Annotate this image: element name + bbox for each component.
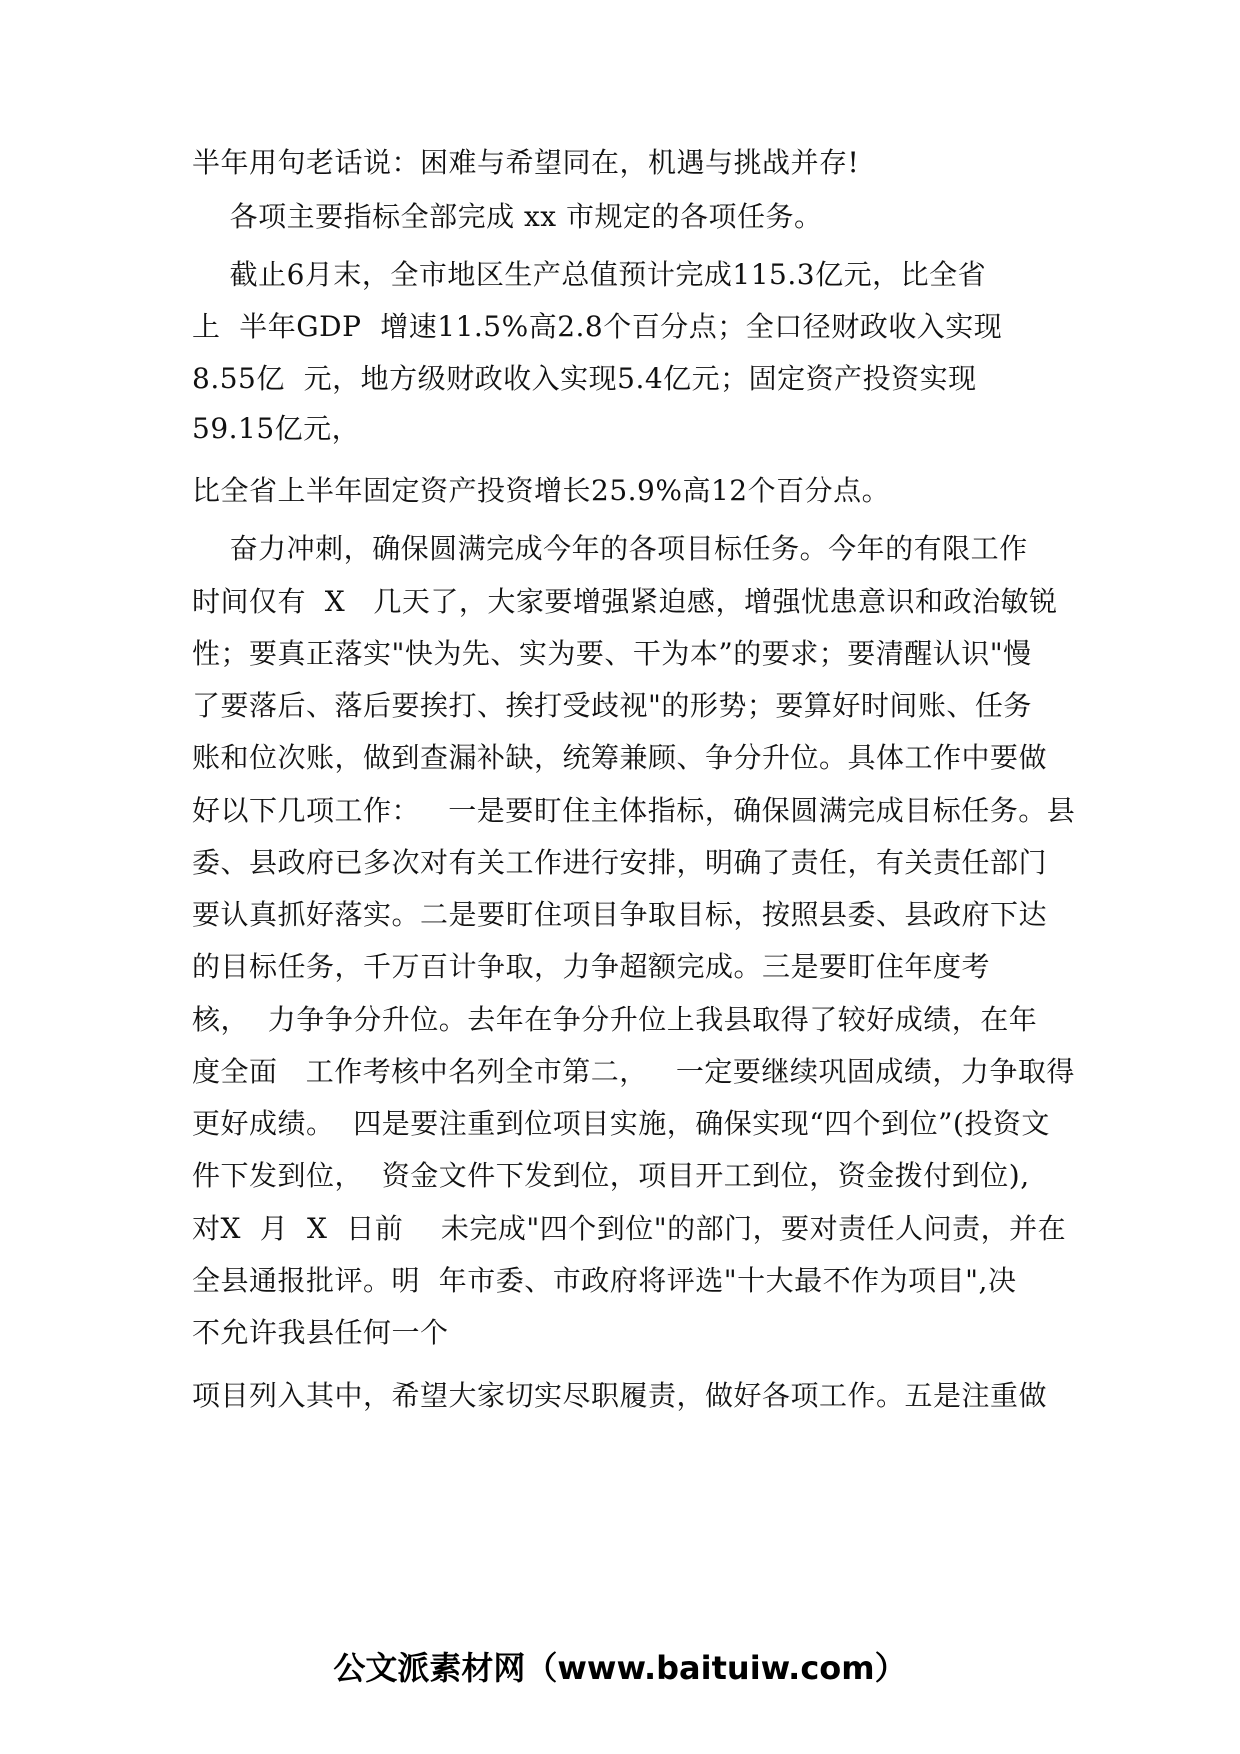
text-line-7: 比全省上半年固定资产投资增长25.9%高12个百分点。 [192,474,891,507]
text-line-15: 要认真抓好落实。二是要盯住项目争取目标，按照县委、县政府下达 [192,898,1048,931]
text-line-17: 核， 力争争分升位。去年在争分升位上我县取得了较好成绩，在年 [192,1003,1038,1036]
text-line-4: 上 半年GDP 增速11.5%高2.8个百分点；全口径财政收入实现 [192,310,1003,343]
text-line-16: 的目标任务，千万百计争取，力争超额完成。三是要盯住年度考 [192,950,991,983]
text-line-21: 对X 月 X 日前 未完成"四个到位"的部门，要对责任人问责，并在 [192,1212,1067,1245]
text-line-5: 8.55亿 元，地方级财政收入实现5.4亿元；固定资产投资实现 [192,362,977,395]
text-line-1: 半年用句老话说：困难与希望同在，机遇与挑战并存! [192,146,860,179]
text-line-10: 性；要真正落实"快为先、实为要、干为本”的要求；要清醒认识"慢 [192,637,1032,670]
text-line-23: 不允许我县任何一个 [192,1316,449,1349]
text-line-20: 件下发到位， 资金文件下发到位，项目开工到位，资金拨付到位), [192,1159,1030,1192]
text-line-9: 时间仅有 X 几天了，大家要增强紧迫感，增强忧患意识和政治敏锐 [192,585,1058,618]
text-line-8: 奋力冲刺，确保圆满完成今年的各项目标任务。今年的有限工作 [192,532,1028,565]
text-line-2: 各项主要指标全部完成 xx 市规定的各项任务。 [192,200,823,233]
text-line-3: 截止6月末，全市地区生产总值预计完成115.3亿元，比全省 [192,258,987,291]
text-line-6: 59.15亿元， [192,412,361,445]
text-line-24: 项目列入其中，希望大家切实尽职履责，做好各项工作。五是注重做 [192,1379,1048,1412]
text-line-18: 度全面 工作考核中名列全市第二， 一定要继续巩固成绩，力争取得 [192,1055,1075,1088]
text-line-22: 全县通报批评。明 年市委、市政府将评选"十大最不作为项目",决 [192,1264,1017,1297]
text-line-12: 账和位次账，做到查漏补缺，统筹兼顾、争分升位。具体工作中要做 [192,741,1048,774]
footer-source-link: 公文派素材网（www.baituiw.com） [333,1649,907,1687]
text-line-13: 好以下几项工作： 一是要盯住主体指标，确保圆满完成目标任务。县 [192,794,1076,827]
text-line-19: 更好成绩。 四是要注重到位项目实施，确保实现“四个到位”(投资文 [192,1107,1050,1140]
text-line-11: 了要落后、落后要挨打、挨打受歧视"的形势；要算好时间账、任务 [192,689,1032,722]
text-line-14: 委、县政府已多次对有关工作进行安排，明确了责任，有关责任部门 [192,846,1048,879]
